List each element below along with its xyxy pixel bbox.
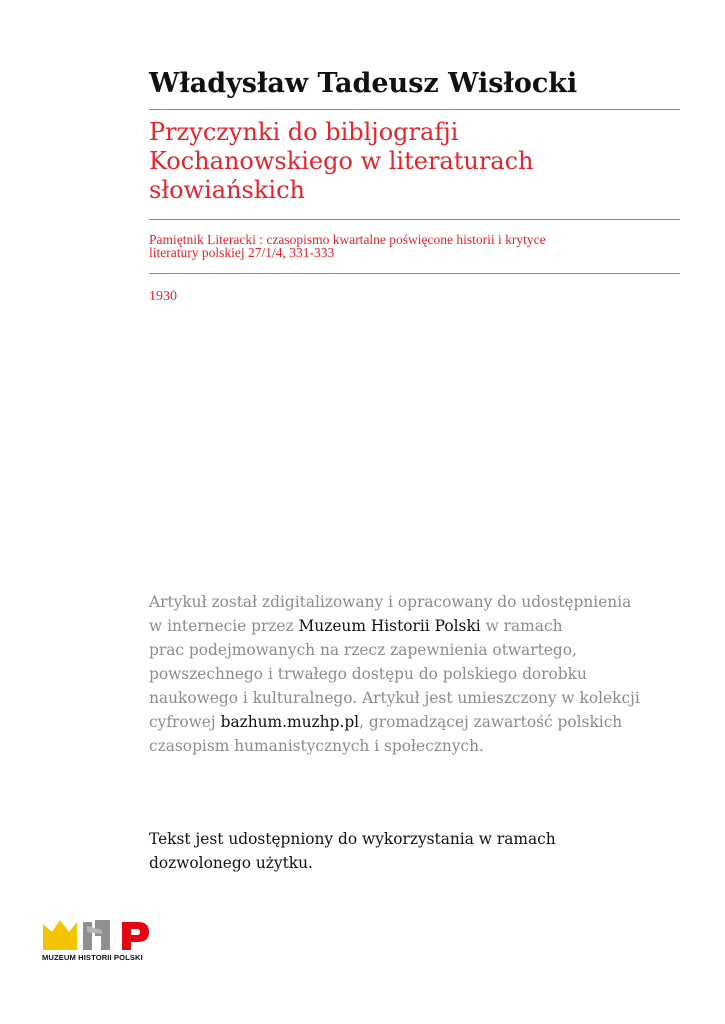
divider — [149, 219, 680, 220]
museum-logo — [40, 916, 160, 966]
source-citation-line: literatury polskiej 27/1/4, 331-333 — [149, 245, 335, 260]
article-title — [149, 118, 689, 205]
collection-url: bazhum.muzhp.pl — [220, 713, 360, 731]
license-line: dozwolonego użytku. — [149, 854, 313, 872]
publication-year: 1930 — [149, 289, 177, 304]
logo-caption: MUZEUM HISTORII POLSKI — [42, 953, 143, 962]
notice-text: , gromadzącej zawartość polskich — [359, 713, 623, 731]
notice-line: prac podejmowanych na rzecz zapewnienia otwartego, — [149, 641, 577, 659]
museum-logo-icon — [40, 916, 160, 952]
source-citation-line: Pamiętnik Literacki : czasopismo kwartalne poświęcone historii i krytyce — [149, 232, 546, 247]
notice-line: Artykuł został zdigitalizowany i opracowany do udostępnienia — [149, 593, 632, 611]
notice-text: w internecie przez — [149, 617, 299, 635]
notice-line: powszechnego i trwałego dostępu do polskiego dorobku — [149, 665, 587, 683]
source-citation — [149, 233, 689, 259]
notice-line: czasopism humanistycznych i społecznych. — [149, 737, 484, 755]
notice-line — [149, 710, 689, 734]
museum-name: Muzeum Historii Polski — [298, 617, 481, 635]
digitization-notice — [149, 590, 689, 758]
notice-line — [149, 614, 689, 638]
article-title-line: Kochanowskiego w literaturach — [149, 147, 534, 175]
license-notice — [149, 827, 689, 875]
article-title-line: słowiańskich — [149, 176, 305, 204]
article-title-line: Przyczynki do bibljografji — [149, 118, 459, 146]
divider — [149, 273, 680, 274]
license-line: Tekst jest udostępniony do wykorzystania w ramach — [149, 830, 556, 848]
notice-text: w ramach — [480, 617, 563, 635]
author-name: Władysław Tadeusz Wisłocki — [149, 68, 578, 99]
notice-line: naukowego i kulturalnego. Artykuł jest umieszczony w kolekcji — [149, 689, 640, 707]
notice-text: cyfrowej — [149, 713, 221, 731]
divider — [149, 109, 680, 110]
